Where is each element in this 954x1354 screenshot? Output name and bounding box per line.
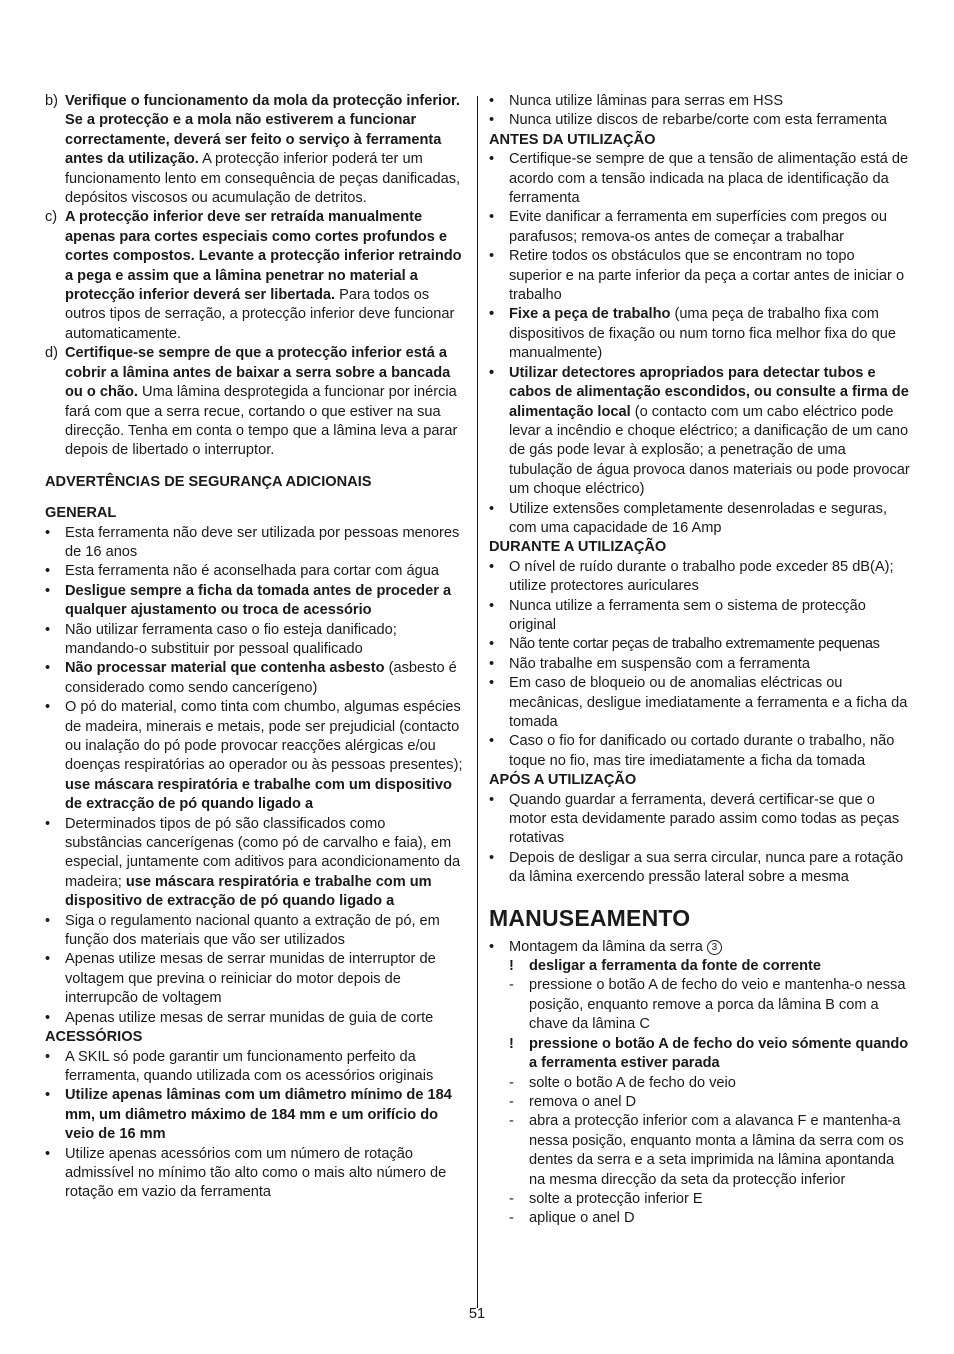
- item-label: b): [45, 93, 58, 109]
- item-text: Uma lâmina desprotegida a funcionar por inércia fará com que a serra recue, cortando o que estiver na sua direcção. Tenha em conta o tempo que a lâmina leva a parar depois de libertado o interruptor.: [65, 384, 458, 459]
- bullet: •: [489, 636, 494, 653]
- bullet: •: [489, 500, 495, 517]
- accessories-heading: ACESSÓRIOS: [45, 1029, 143, 1046]
- list-item: • Esta ferramenta não deve ser utilizada por pessoas menores de 16 anos: [45, 524, 460, 560]
- list-item: • Retire todos os obstáculos que se encontram no topo superior e na parte inferior da peça a cortar antes de iniciar o trabalho: [489, 248, 905, 304]
- item-label: c): [45, 209, 58, 226]
- figure-reference: 3: [707, 940, 722, 955]
- step-item: - solte o botão A de fecho do veio: [489, 1074, 911, 1093]
- list-item: • Não utilizar ferramenta caso o fio esteja danificado; mandando-o substituir por pessoal qualificado: [45, 621, 397, 657]
- bullet: •: [45, 1145, 51, 1162]
- bullet: •: [489, 306, 495, 323]
- list-item: • O pó do material, como tinta com chumbo, algumas espécies de madeira, minerais e metais, pode ser prejudicial (contacto ou inalação do pó pode provocar reacções alérgicas e/ou doenças respiratórias ao operador ou às pessoas presentes); use máscara respiratória e trabalhe com um dispositivo de extracção de pó quando ligado a: [45, 699, 463, 813]
- during-use-heading: DURANTE A UTILIZAÇÃO: [489, 539, 667, 556]
- after-use-heading: APÓS A UTILIZAÇÃO: [489, 772, 637, 789]
- bullet: •: [489, 675, 495, 692]
- dash: -: [509, 1074, 514, 1091]
- list-item: • Não trabalhe em suspensão com a ferramenta: [489, 655, 911, 674]
- bullet: •: [45, 1048, 51, 1065]
- bullet: •: [45, 1009, 51, 1026]
- bullet: •: [489, 558, 495, 575]
- list-item: • Apenas utilize mesas de serrar munidas de interruptor de voltagem que previna o reiniciar do motor depois de interrupcão de voltagem: [45, 951, 436, 1007]
- warning-item: ! desligar a ferramenta da fonte de corrente: [489, 957, 911, 976]
- bullet: •: [45, 524, 51, 541]
- list-item: • O nível de ruído durante o trabalho pode exceder 85 dB(A); utilize protectores auriculares: [489, 558, 894, 595]
- bullet: •: [45, 815, 51, 832]
- dash: -: [509, 1210, 514, 1227]
- list-item: • Montagem da lâmina da serra 3: [489, 938, 911, 957]
- list-item: • Utilize extensões completamente desenroladas e seguras, com uma capacidade de 16 Amp: [489, 500, 888, 536]
- step-item: - remova o anel D: [489, 1093, 911, 1112]
- bullet: •: [45, 582, 51, 599]
- step-item: - pressione o botão A de fecho do veio e mantenha-o nessa posição, enquanto remove a porca da lâmina B com a chave da lâmina C: [509, 977, 906, 1033]
- list-item: • Utilize apenas lâminas com um diâmetro mínimo de 184 mm, um diâmetro máximo de 184 mm e um orifício do veio de 16 mm: [45, 1087, 452, 1143]
- list-item: • Utilize apenas acessórios com um número de rotação admissível no mínimo tão alto como o mais alto número de rotação em vazio da ferramenta: [45, 1145, 447, 1201]
- bullet: •: [45, 660, 51, 677]
- bullet: •: [45, 912, 51, 929]
- bullet: •: [489, 733, 495, 750]
- list-item: • Certifique-se sempre de que a tensão de alimentação está de acordo com a tensão indicada na placa de identificação da ferramenta: [489, 151, 909, 207]
- item-text: Para todos os outros tipos de serração, a protecção inferior deve funcionar automaticamente.: [65, 287, 455, 342]
- item-text: A protecção inferior poderá ter um funcionamento lento em consequência de peças danificadas, depósitos viscosos ou acumulação de detritos.: [65, 151, 461, 207]
- bullet: •: [489, 791, 495, 808]
- bullet: •: [489, 655, 495, 672]
- list-item: • Esta ferramenta não é aconselhada para cortar com água: [45, 562, 465, 581]
- column-divider: [477, 96, 478, 1308]
- list-item: • Fixe a peça de trabalho (uma peça de trabalho fixa com dispositivos de fixação ou num torno fica melhor fixa do que manualmente): [489, 306, 896, 362]
- right-column: [489, 92, 911, 1229]
- left-column: [45, 92, 465, 1203]
- manuseamento-title: MANUSEAMENTO: [489, 904, 691, 931]
- bullet: •: [45, 621, 51, 638]
- section-title: ADVERTÊNCIAS DE SEGURANÇA ADICIONAIS: [45, 473, 372, 490]
- step-item: - solte a protecção inferior E: [489, 1190, 911, 1209]
- bullet: •: [489, 938, 495, 955]
- page-number: 51: [468, 1306, 486, 1322]
- bullet: •: [489, 849, 495, 866]
- general-heading: GENERAL: [45, 505, 117, 522]
- list-item: • Siga o regulamento nacional quanto a extração de pó, em função dos materiais que vão ser utilizados: [45, 912, 440, 949]
- step-item: - abra a protecção inferior com a alavanca F e mantenha-a nessa posição, enquanto monta a lâmina da serra com os dentes da serra e a seta imprimida na lâmina apontanda na mesma direcção da seta da protecção inferior: [509, 1113, 904, 1188]
- bullet: •: [45, 563, 51, 580]
- step-item: - aplique o anel D: [489, 1209, 911, 1228]
- list-item: • Em caso de bloqueio ou de anomalias eléctricas ou mecânicas, desligue imediatamente a ferramenta e a ficha da tomada: [489, 675, 908, 730]
- bullet: •: [45, 1087, 51, 1104]
- list-item: • Não processar material que contenha asbesto (asbesto é considerado como sendo cancerígeno): [45, 660, 457, 696]
- lettered-item-b: [45, 92, 465, 208]
- bullet: •: [489, 248, 495, 265]
- lettered-item-c: [45, 208, 465, 344]
- before-use-heading: ANTES DA UTILIZAÇÃO: [489, 131, 656, 148]
- list-item: • Nunca utilize discos de rebarbe/corte com esta ferramenta: [489, 111, 911, 130]
- list-item: • Evite danificar a ferramenta em superfícies com pregos ou parafusos; remova-os antes de começar a trabalhar: [489, 209, 887, 245]
- item-bold-text: Certifique-se sempre de que a protecção inferior está a cobrir a lâmina antes de baixar a serra sobre a bancada ou o chão.: [65, 345, 451, 401]
- list-item: • Determinados tipos de pó são classificados como substâncias cancerígenas (como pó de carvalho e faia), em especial, juntamente com aditivos para acondicionamento da madeira; use máscara respiratória e trabalhe com um dispositivo de extracção de pó quando ligado a: [45, 815, 461, 910]
- list-item: • Depois de desligar a sua serra circular, nunca pare a rotação da lâmina exercendo pressão lateral sobre a mesma: [489, 849, 904, 886]
- dash: -: [509, 977, 514, 994]
- item-bold-text: A protecção inferior deve ser retraída manualmente apenas para cortes especiais como cortes profundos e cortes compostos. Levante a protecção inferior retraindo a pega e assim que a lâmina penetrar no material a protecção inferior deverá ser libertada.: [65, 209, 462, 304]
- item-label: d): [45, 345, 58, 362]
- bullet: •: [45, 951, 51, 968]
- exclamation-icon: !: [509, 958, 514, 975]
- list-item: • A SKIL só pode garantir um funcionamento perfeito da ferramenta, quando utilizada com os acessórios originais: [45, 1048, 434, 1084]
- bullet: •: [489, 151, 495, 168]
- exclamation-icon: !: [509, 1035, 514, 1052]
- list-item: • Nunca utilize a ferramenta sem o sistema de protecção original: [489, 597, 866, 633]
- bullet: •: [45, 699, 51, 716]
- dash: -: [509, 1190, 514, 1207]
- list-item: • Desligue sempre a ficha da tomada antes de proceder a qualquer ajustamento ou troca de acessório: [45, 582, 452, 619]
- list-item: • Não tente cortar peças de trabalho extremamente pequenas: [489, 635, 911, 654]
- lettered-item-d: [45, 344, 465, 460]
- bullet: •: [489, 93, 495, 109]
- warning-item: ! pressione o botão A de fecho do veio sómente quando a ferramenta estiver parada: [509, 1035, 909, 1072]
- list-item: • Quando guardar a ferramenta, deverá certificar-se que o motor esta devidamente parado assim como todas as peças rotativas: [489, 791, 900, 847]
- list-item: • Apenas utilize mesas de serrar munidas de guia de corte: [45, 1009, 465, 1028]
- bullet: •: [489, 112, 495, 129]
- list-item: • Nunca utilize lâminas para serras em HSS: [489, 92, 911, 111]
- list-item: • Caso o fio for danificado ou cortado durante o trabalho, não toque no fio, mas tire imediatamente a ficha da tomada: [489, 733, 895, 769]
- bullet: •: [489, 209, 495, 226]
- bullet: •: [489, 597, 495, 614]
- dash: -: [509, 1113, 514, 1130]
- bullet: •: [489, 364, 495, 381]
- item-bold-text: Verifique o funcionamento da mola da protecção inferior. Se a protecção e a mola não estiverem a funcionar correctamente, deverá ser feito o serviço à ferramenta antes da utilização.: [65, 93, 460, 168]
- dash: -: [509, 1093, 514, 1110]
- list-item: • Utilizar detectores apropriados para detectar tubos e cabos de alimentação escondidos, ou consulte a firma de alimentação local (o contacto com um cabo eléctrico pode levar a incêndio e choque eléctrico; a danificação de um cano de gás pode levar à explosão; a penetração de uma tubulação de água provoca danos materiais ou pode provocar um choque eléctrico): [489, 364, 910, 498]
